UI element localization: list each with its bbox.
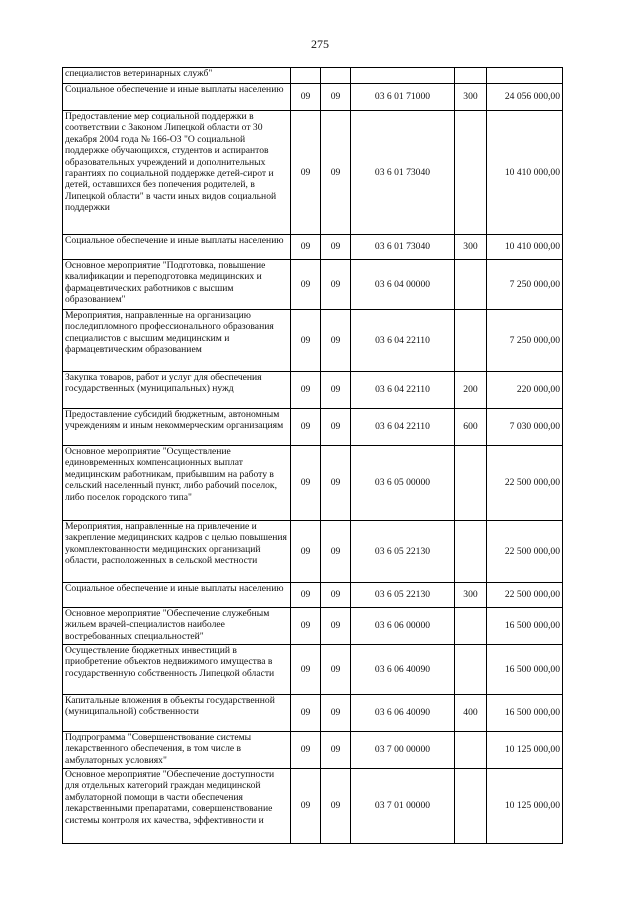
page-number: 275 [311, 37, 329, 51]
row-target-code: 03 6 05 22130 [351, 583, 455, 608]
table-row [63, 769, 563, 844]
table-row [63, 310, 563, 372]
row-amount: 16 500 000,00 [487, 608, 563, 645]
row-subsection [321, 68, 351, 84]
row-name: Основное мероприятие "Подготовка, повышение квалификации и переподготовка медицинских и фармацевтических работников с высшим образованием" [63, 260, 291, 310]
row-section: 09 [291, 769, 321, 844]
budget-table [62, 67, 563, 844]
row-amount: 220 000,00 [487, 372, 563, 409]
row-subsection: 09 [321, 260, 351, 310]
row-expense-kind [455, 68, 487, 84]
row-target-code: 03 6 05 00000 [351, 446, 455, 521]
row-name: Основное мероприятие "Осуществление единовременных компенсационных выплат медицинским работникам, прибывшим на работу в сельский населенный пункт, либо рабочий поселок, либо поселок городского типа" [63, 446, 291, 521]
row-name: Социальное обеспечение и иные выплаты населению [63, 235, 291, 260]
row-amount: 16 500 000,00 [487, 695, 563, 732]
row-section: 09 [291, 310, 321, 372]
row-name: Предоставление субсидий бюджетным, автономным учреждениям и иным некоммерческим организациям [63, 409, 291, 446]
row-name: Мероприятия, направленные на привлечение и закрепление медицинских кадров с целью повышения укомплектованности медицинских организаций области, расположенных в сельской местности [63, 521, 291, 583]
row-target-code: 03 7 00 00000 [351, 732, 455, 769]
row-section: 09 [291, 235, 321, 260]
table-row [63, 68, 563, 84]
row-expense-kind [455, 260, 487, 310]
row-target-code: 03 6 01 71000 [351, 84, 455, 111]
row-target-code [351, 68, 455, 84]
row-target-code: 03 6 06 40090 [351, 695, 455, 732]
row-name: Социальное обеспечение и иные выплаты населению [63, 583, 291, 608]
row-expense-kind: 400 [455, 695, 487, 732]
row-subsection: 09 [321, 769, 351, 844]
row-name: Осуществление бюджетных инвестиций в приобретение объектов недвижимого имущества в государственную собственность Липецкой области [63, 645, 291, 695]
row-target-code: 03 6 04 22110 [351, 310, 455, 372]
row-section: 09 [291, 409, 321, 446]
table-row [63, 111, 563, 235]
row-subsection: 09 [321, 521, 351, 583]
row-expense-kind: 300 [455, 583, 487, 608]
row-subsection: 09 [321, 583, 351, 608]
table-row [63, 732, 563, 769]
row-section: 09 [291, 111, 321, 235]
table-row [63, 372, 563, 409]
row-amount: 7 250 000,00 [487, 310, 563, 372]
row-subsection: 09 [321, 732, 351, 769]
row-section: 09 [291, 695, 321, 732]
row-amount: 10 410 000,00 [487, 235, 563, 260]
table-row [63, 446, 563, 521]
row-expense-kind [455, 732, 487, 769]
row-section: 09 [291, 583, 321, 608]
row-target-code: 03 6 01 73040 [351, 111, 455, 235]
row-name: Подпрограмма "Совершенствование системы лекарственного обеспечения, в том числе в амбулаторных условиях" [63, 732, 291, 769]
table-row [63, 409, 563, 446]
row-subsection: 09 [321, 84, 351, 111]
row-expense-kind [455, 608, 487, 645]
row-subsection: 09 [321, 608, 351, 645]
row-name: Основное мероприятие "Обеспечение служебным жильем врачей-специалистов наиболее востребованных специальностей" [63, 608, 291, 645]
row-section: 09 [291, 260, 321, 310]
budget-table-body [63, 68, 563, 844]
row-expense-kind [455, 769, 487, 844]
table-row [63, 695, 563, 732]
row-name: Мероприятия, направленные на организацию последипломного профессионального образования специалистов с высшим медицинским и фармацевтическим образованием [63, 310, 291, 372]
row-expense-kind [455, 521, 487, 583]
row-amount: 22 500 000,00 [487, 583, 563, 608]
table-row [63, 645, 563, 695]
row-subsection: 09 [321, 695, 351, 732]
row-section: 09 [291, 521, 321, 583]
table-row [63, 608, 563, 645]
row-expense-kind: 300 [455, 235, 487, 260]
row-target-code: 03 6 05 22130 [351, 521, 455, 583]
table-row [63, 260, 563, 310]
row-expense-kind [455, 111, 487, 235]
row-amount: 10 125 000,00 [487, 732, 563, 769]
row-target-code: 03 6 06 40090 [351, 645, 455, 695]
row-section: 09 [291, 645, 321, 695]
row-name: специалистов ветеринарных служб" [63, 68, 291, 84]
row-amount: 7 250 000,00 [487, 260, 563, 310]
row-section: 09 [291, 732, 321, 769]
row-amount: 24 056 000,00 [487, 84, 563, 111]
row-name: Закупка товаров, работ и услуг для обеспечения государственных (муниципальных) нужд [63, 372, 291, 409]
row-amount: 22 500 000,00 [487, 521, 563, 583]
row-target-code: 03 6 04 22110 [351, 409, 455, 446]
row-expense-kind [455, 645, 487, 695]
row-amount: 22 500 000,00 [487, 446, 563, 521]
row-section: 09 [291, 446, 321, 521]
row-expense-kind [455, 310, 487, 372]
row-expense-kind: 200 [455, 372, 487, 409]
row-subsection: 09 [321, 310, 351, 372]
row-name: Социальное обеспечение и иные выплаты населению [63, 84, 291, 111]
row-section [291, 68, 321, 84]
row-amount: 10 410 000,00 [487, 111, 563, 235]
row-name: Основное мероприятие "Обеспечение доступности для отдельных категорий граждан медицинской амбулаторной помощи в части обеспечения лекарственными препаратами, совершенствование системы контроля их качества, эффективности и [63, 769, 291, 844]
row-target-code: 03 6 04 22110 [351, 372, 455, 409]
row-target-code: 03 6 04 00000 [351, 260, 455, 310]
row-amount: 10 125 000,00 [487, 769, 563, 844]
row-target-code: 03 6 01 73040 [351, 235, 455, 260]
row-subsection: 09 [321, 446, 351, 521]
row-expense-kind [455, 446, 487, 521]
row-subsection: 09 [321, 645, 351, 695]
row-subsection: 09 [321, 409, 351, 446]
row-amount: 16 500 000,00 [487, 645, 563, 695]
row-expense-kind: 300 [455, 84, 487, 111]
table-row [63, 583, 563, 608]
row-amount: 7 030 000,00 [487, 409, 563, 446]
row-target-code: 03 7 01 00000 [351, 769, 455, 844]
row-expense-kind: 600 [455, 409, 487, 446]
row-subsection: 09 [321, 372, 351, 409]
table-row [63, 235, 563, 260]
table-row [63, 521, 563, 583]
row-section: 09 [291, 84, 321, 111]
row-target-code: 03 6 06 00000 [351, 608, 455, 645]
row-amount [487, 68, 563, 84]
row-name: Капитальные вложения в объекты государственной (муниципальной) собственности [63, 695, 291, 732]
row-subsection: 09 [321, 111, 351, 235]
row-section: 09 [291, 608, 321, 645]
table-row [63, 84, 563, 111]
row-subsection: 09 [321, 235, 351, 260]
row-name: Предоставление мер социальной поддержки в соответствии с Законом Липецкой области от 30 декабря 2004 года № 166-ОЗ "О социальной поддержке обучающихся, студентов и аспирантов образовательных учреждений и дополнительных гарантиях по социальной поддержке детей-сирот и детей, оставшихся без попечения родителей, в Липецкой области" в части иных видов социальной поддержки [63, 111, 291, 235]
row-section: 09 [291, 372, 321, 409]
